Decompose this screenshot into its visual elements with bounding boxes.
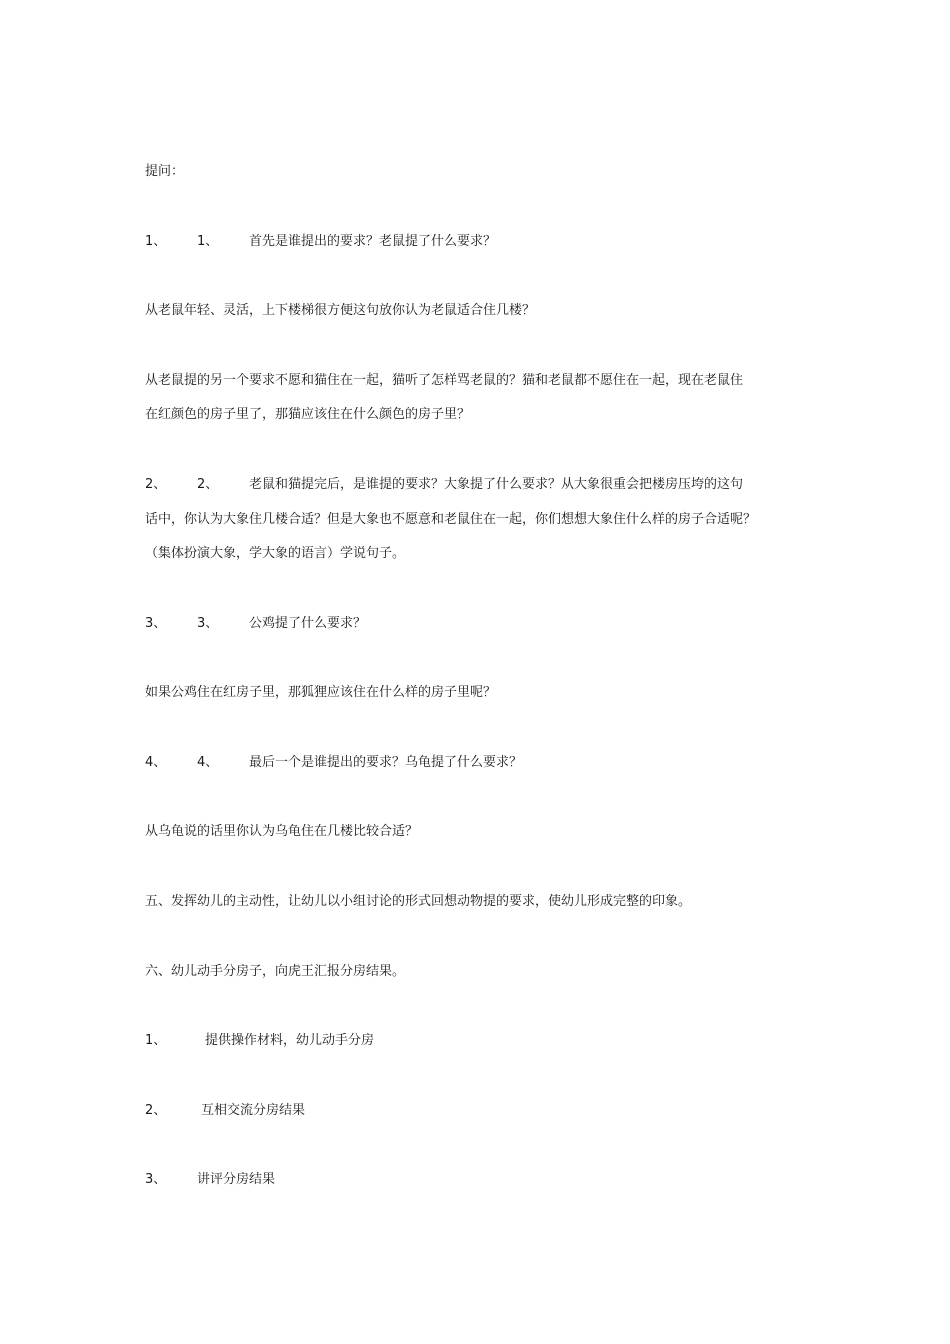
paragraph-mouse-cat-line1: 从老鼠提的另一个要求不愿和猫住在一起，猫听了怎样骂老鼠的？猫和老鼠都不愿住在一起，现在老鼠住 [145, 373, 744, 388]
question-2-line2: 话中，你认为大象住几楼合适？但是大象也不愿意和老鼠住在一起，你们想想大象住什么样的房子合适呢？ [145, 512, 757, 527]
paragraph-mouse-floor: 从老鼠年轻、灵活，上下楼梯很方便这句放你认为老鼠适合住几楼？ [145, 303, 536, 318]
question-2-line3: （集体扮演大象，学大象的语言）学说句子。 [145, 546, 406, 561]
question-1-number: 1、 [145, 234, 167, 249]
question-1-text: 首先是谁提出的要求？老鼠提了什么要求？ [249, 234, 497, 249]
section-six: 六、幼儿动手分房子，向虎王汇报分房结果。 [145, 964, 406, 979]
list-item-1-number: 1、 [145, 1033, 167, 1048]
list-item-1-text: 提供操作材料，幼儿动手分房 [205, 1033, 375, 1048]
list-item-2-number: 2、 [145, 1103, 167, 1118]
list-item-3-number: 3、 [145, 1172, 167, 1187]
question-3-number: 3、 [145, 616, 167, 631]
question-2-number: 2、 [145, 477, 167, 492]
paragraph-turtle: 从乌龟说的话里你认为乌龟住在几楼比较合适？ [145, 824, 419, 839]
section-five: 五、发挥幼儿的主动性，让幼儿以小组讨论的形式回想动物提的要求，使幼儿形成完整的印象。 [145, 894, 692, 909]
paragraph-mouse-cat-line2: 在红颜色的房子里了，那猫应该住在什么颜色的房子里？ [145, 407, 471, 422]
question-1-subnumber: 1、 [197, 234, 219, 249]
question-2-subnumber: 2、 [197, 477, 219, 492]
question-2-text: 老鼠和猫提完后，是谁提的要求？大象提了什么要求？从大象很重会把楼房压垮的这句 [249, 477, 744, 492]
question-4-text: 最后一个是谁提出的要求？乌龟提了什么要求？ [249, 755, 523, 770]
question-3-text: 公鸡提了什么要求？ [249, 616, 367, 631]
paragraph-rooster-fox: 如果公鸡住在红房子里，那狐狸应该住在什么样的房子里呢？ [145, 685, 497, 700]
question-4-subnumber: 4、 [197, 755, 219, 770]
list-item-2-text: 互相交流分房结果 [201, 1103, 306, 1118]
question-4-number: 4、 [145, 755, 167, 770]
list-item-3-text: 讲评分房结果 [197, 1172, 276, 1187]
question-3-subnumber: 3、 [197, 616, 219, 631]
heading-questions: 提问： [145, 164, 185, 179]
